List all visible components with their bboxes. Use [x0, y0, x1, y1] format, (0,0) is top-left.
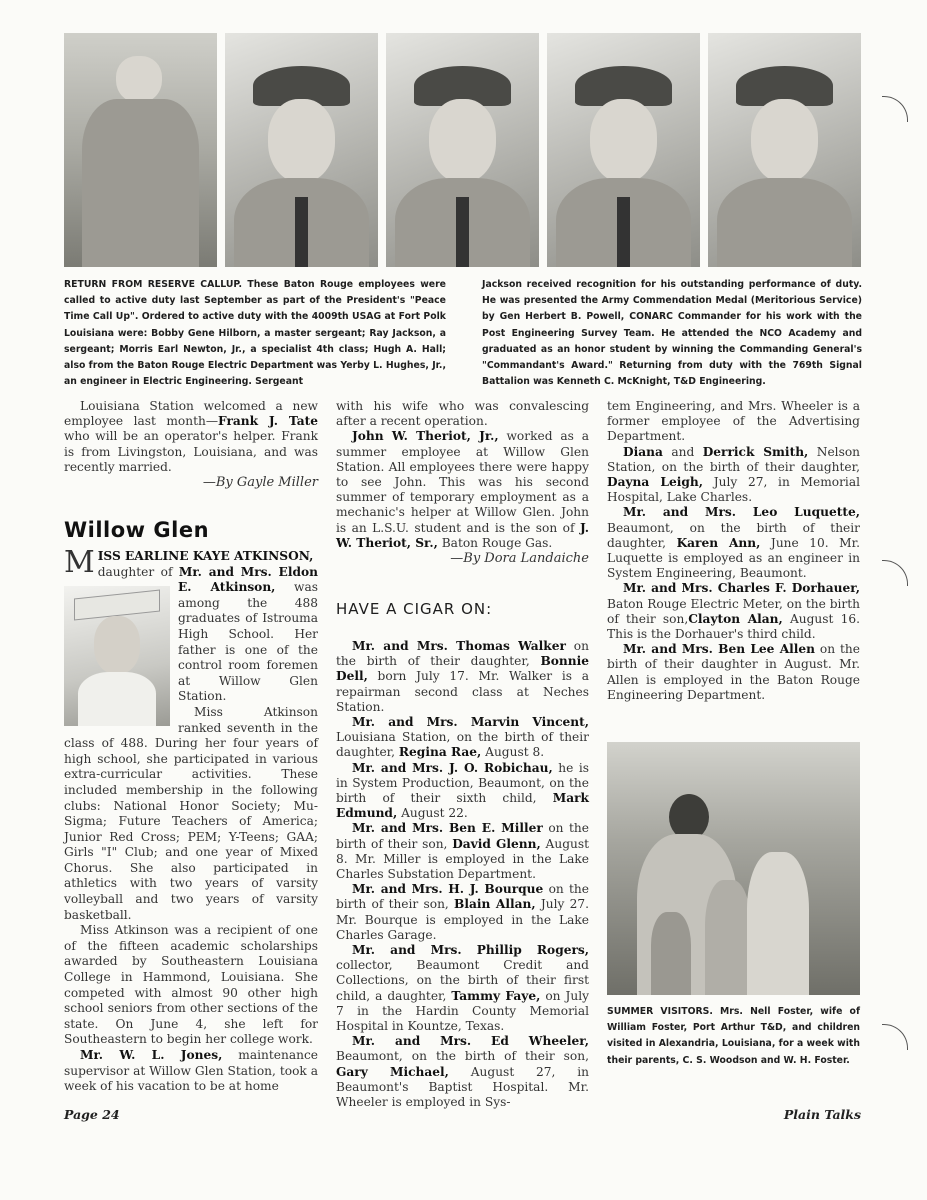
column-1 — [64, 399, 318, 490]
section-title-willow-glen: Willow Glen — [64, 518, 210, 542]
publication-name: Plain Talks — [783, 1107, 861, 1122]
photo-soldier-portrait-3 — [547, 33, 700, 267]
atkinson-article: MISS EARLINE KAYE ATKINSON, daughter of Mr. and Mrs. Eldon E. Atkinson, was among the 488 graduates of Istrouma High School. Her father is one of the control room foremen at Willow Glen Station. Miss Atkinson ranked seventh in the class of 488. During her four years of high school, she participated in various extra-curricular activities. These included membership in the following clubs: National Honor Society; Mu-Sigma; Future Teachers of America; Junior Red Cross; PEM; Y-Teens; GAA; Girls "I" Club; and one year of Mixed Chorus. She also participated in athletics with two years of varsity volleyball and two years of varsity basketball. Miss Atkinson was a recipient of one of the fifteen academic scholarships awarded by Southeastern Louisiana College in Hammond, Louisiana. She competed with almost 90 other high school seniors from other sections of the state. On June 4, she left for Southeastern to begin her college work. Mr. W. L. Jones, maintenance supervisor at Willow Glen Station, took a week of his vacation to be at home — [64, 545, 318, 1094]
photo-caption-right: Jackson received recognition for his outstanding performance of duty. He was presented the Army Commendation Medal (Meritorious Service) by Gen Herbert B. Powell, CONARC Commander for his work with the Post Engineering Survey Team. He attended the NCO Academy and graduated as an honor student by winning the Commanding General's "Commandant's Award." Returning from duty with the 769th Signal Battalion was Kenneth C. McKnight, T&D Engineering. — [482, 279, 862, 388]
column-3: tem Engineering, and Mrs. Wheeler is a former employee of the Advertising Department. Diana and Derrick Smith, Nelson Station, on the birth of their daughter, Dayna Leigh, July 27, in Memorial Hospital, Lake Charles. Mr. and Mrs. Leo Luquette, Beaumont, on the birth of their daughter, Karen Ann, June 10. Mr. Luquette is employed as an engineer in System Engineering, Beaumont. Mr. and Mrs. Charles F. Dorhauer, Baton Rouge Electric Meter, on the birth of their son,Clayton Alan, August 16. This is the Dorhauer's third child. Mr. and Mrs. Ben Lee Allen on the birth of their daughter in August. Mr. Allen is employed in the Baton Rouge Engineering Department. — [607, 399, 861, 702]
bourque-announcement: Mr. and Mrs. H. J. Bourque on the birth of their son, Blain Allan, July 27. Mr. Bourque is employed in the Lake Charles Garage. — [336, 882, 590, 942]
photo-soldier-portrait-4 — [708, 33, 861, 267]
binder-mark-top — [882, 96, 908, 122]
column-2: with his wife who was convalescing after a recent operation. John W. Theriot, Jr., worked as a summer employee at Willow Glen Station. All employees there were happy to see John. This was his second summer of temporary employment as a mechanic's helper at Willow Glen. John is an L.S.U. student and is the son of J. W. Theriot, Sr., Baton Rouge Gas. —By Dora Landaiche — [336, 399, 590, 567]
birth-announcements-col2 — [336, 639, 589, 1110]
dorhauer-announcement: Mr. and Mrs. Charles F. Dorhauer, Baton Rouge Electric Meter, on the birth of their son,Clayton Alan, August 16. This is the Dorhauer's third child. — [607, 581, 860, 642]
robichau-announcement: Mr. and Mrs. J. O. Robichau, he is in System Production, Beaumont, on the birth of their sixth child, Mark Edmund, August 22. — [336, 760, 589, 821]
photo-soldier-portrait-2 — [386, 33, 539, 267]
page-number: Page 24 — [64, 1107, 120, 1122]
theriot-paragraph: John W. Theriot, Jr., worked as a summer employee at Willow Glen Station. All employees there were happy to see John. This was his second summer of temporary employment as a mechanic's helper at Willow Glen. John is an L.S.U. student and is the son of J. W. Theriot, Sr., Baton Rouge Gas. — [336, 429, 590, 550]
photo-soldier-portrait-1 — [225, 33, 378, 267]
photo-summer-visitors — [607, 742, 860, 995]
binder-mark-bottom — [882, 1024, 908, 1050]
louisiana-paragraph: Louisiana Station welcomed a new employee last month—Frank J. Tate who will be an operator's helper. Frank is from Livingston, Louisiana, and was recently married. — [64, 399, 318, 474]
summer-visitors-caption: SUMMER VISITORS. Mrs. Nell Foster, wife of William Foster, Port Arthur T&D, and children visited in Alexandria, Louisiana, for a week with their parents, C. S. Woodson and W. H. Foster. — [607, 1006, 860, 1066]
section-title-have-a-cigar: HAVE A CIGAR ON: — [336, 600, 493, 618]
miller-announcement: Mr. and Mrs. Ben E. Miller on the birth of their son, David Glenn, August 8. Mr. Miller is employed in the Lake Charles Substation Department. — [336, 821, 589, 882]
rogers-announcement: Mr. and Mrs. Phillip Rogers, collector, Beaumont Credit and Collections, on the birth of their first child, a daughter, Tammy Faye, on July 7 in the Hardin County Memorial Hospital in Kountze, Texas. — [336, 943, 590, 1034]
wheeler-announcement: Mr. and Mrs. Ed Wheeler, Beaumont, on the birth of their son, Gary Michael, August 27, in Beaumont's Baptist Hospital. Mr. Wheeler is employed in Sys- — [336, 1034, 589, 1110]
walker-announcement: Mr. and Mrs. Thomas Walker on the birth of their daughter, Bonnie Dell, born July 17. Mr. Walker is a repairman second class at Neches Station. — [336, 639, 589, 714]
photo-graduate-atkinson — [64, 586, 170, 726]
jones-paragraph: Mr. W. L. Jones, maintenance supervisor at Willow Glen Station, took a week of his vacation to be at home — [64, 1048, 318, 1094]
allen-announcement: Mr. and Mrs. Ben Lee Allen on the birth of their daughter in August. Mr. Allen is employed in the Baton Rouge Engineering Department. — [607, 642, 860, 702]
signature-gayle-miller: —By Gayle Miller — [202, 475, 318, 491]
binder-mark-middle — [882, 560, 908, 586]
drop-cap: M — [64, 545, 95, 580]
signature-dora-landaiche: —By Dora Landaiche — [450, 551, 589, 567]
photo-soldier-uniform — [64, 33, 217, 267]
atkinson-name: ISS EARLINE KAYE ATKINSON, — [97, 549, 314, 563]
photo-caption-left: RETURN FROM RESERVE CALLUP. These Baton Rouge employees were called to active duty last September as part of the President's "Peace Time Call Up". Ordered to active duty with the 4009th USAG at Fort Polk Louisiana were: Bobby Gene Hilborn, a master sergeant; Ray Jackson, a sergeant; Morris Earl Newton, Jr., a specialist 4th class; Hugh A. Hall; also from the Baton Rouge Electric Department was Yerby L. Hughes, Jr., an engineer in Electric Engineering. Sergeant — [64, 279, 446, 388]
vincent-announcement: Mr. and Mrs. Marvin Vincent, Louisiana Station, on the birth of their daughter, Regina Rae, August 8. — [336, 715, 589, 760]
smith-announcement: Diana and Derrick Smith, Nelson Station, on the birth of their daughter, Dayna Leigh, July 27, in Memorial Hospital, Lake Charles. — [607, 444, 861, 505]
luquette-announcement: Mr. and Mrs. Leo Luquette, Beaumont, on the birth of their daughter, Karen Ann, June 10. Mr. Luquette is employed as an engineer in System Engineering, Beaumont. — [607, 505, 860, 581]
